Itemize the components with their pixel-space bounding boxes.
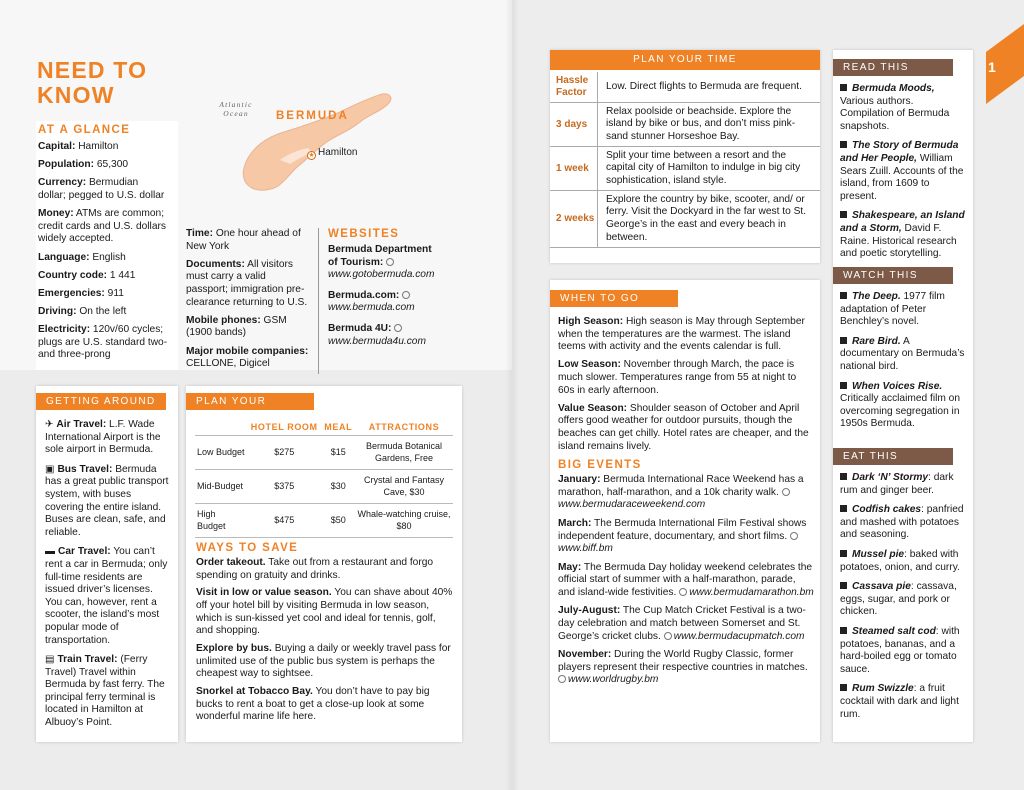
budget-cell: High Budget xyxy=(195,504,247,538)
watch-item-text: 1977 film adaptation of Peter Benchley’s novel. xyxy=(840,291,945,328)
page-title xyxy=(37,58,147,108)
bullet-square-icon xyxy=(840,382,847,389)
event-item xyxy=(558,518,814,556)
watch-this-tag: WATCH THIS xyxy=(833,267,953,284)
budget-header-cell: ATTRACTIONS xyxy=(355,422,453,436)
budget-row xyxy=(195,470,453,504)
glance-second-column xyxy=(186,228,310,376)
bullet-square-icon xyxy=(840,505,847,512)
website-item xyxy=(328,244,440,282)
event-label: May: xyxy=(558,561,582,573)
hamilton-marker-icon: ★ xyxy=(308,152,315,159)
eat-item xyxy=(840,683,966,721)
budget-cell: Crystal and Fantasy Cave, $30 xyxy=(355,470,453,504)
glance-item-label: Capital: xyxy=(38,141,76,152)
websites-section xyxy=(328,228,440,356)
plan-time-label: 3 days xyxy=(550,103,598,146)
ways-to-save-heading: WAYS TO SAVE xyxy=(196,542,299,554)
website-label: Bermuda 4U: xyxy=(328,322,392,334)
car-icon: ▬ xyxy=(45,546,55,558)
glance-item-text: ATMs are common; credit cards and U.S. dollars widely accepted. xyxy=(38,208,166,245)
globe-icon xyxy=(679,588,687,596)
page-number: 1 xyxy=(988,59,996,75)
glance-item-label: Driving: xyxy=(38,306,77,318)
website-url: www.bermuda4u.com xyxy=(328,335,426,347)
title-line-1: NEED TO xyxy=(37,57,148,83)
budget-cell: Whale-watching cruise, $80 xyxy=(355,504,453,538)
glance-item-text: Bermudian dollar; pegged to U.S. dollar xyxy=(38,177,165,201)
budget-header-row xyxy=(195,422,453,436)
glance-item-label: Time: xyxy=(186,228,213,239)
eat-item-title: Codfish cakes xyxy=(852,504,922,516)
glance-item-text: CELLONE, Digicel xyxy=(186,358,270,370)
ways-item-label: Order takeout. xyxy=(196,557,266,568)
plan-time-tag: PLAN YOUR TIME xyxy=(550,50,820,70)
eat-this-list xyxy=(840,472,966,728)
budget-table xyxy=(195,422,453,538)
getting-around-text: Bermuda has a great public transport system, with buses covering the entire island. Buses are clean, safe, and reliable. xyxy=(45,463,169,538)
event-text: The Bermuda International Film Festival shows independent feature, documentary, and short films. xyxy=(558,517,807,542)
glance-item xyxy=(186,228,310,253)
column-divider xyxy=(318,228,319,374)
bullet-square-icon xyxy=(840,627,847,634)
event-item xyxy=(558,649,814,687)
bermuda-island-shape xyxy=(200,90,400,200)
read-item xyxy=(840,83,966,133)
title-line-2: KNOW xyxy=(37,82,115,108)
plan-time-text: Low. Direct flights to Bermuda are frequent. xyxy=(606,80,802,92)
season-item-label: Low Season: xyxy=(558,359,621,371)
season-item-text: Shoulder season of October and April offers good weather for outdoor pursuits, though the beaches can get chilly. Hotel rates are cheaper, and the island remains lively. xyxy=(558,402,809,452)
eat-item xyxy=(840,626,966,676)
map-country-label: BERMUDA xyxy=(276,110,349,122)
season-item-text: High season is May through September when the temperatures are the warmest. The island teems with activity and the events calendar is full. xyxy=(558,316,805,353)
event-label: March: xyxy=(558,517,592,529)
glance-item-text: English xyxy=(89,251,126,263)
event-text: The Cup Match Cricket Festival is a two-day celebration and match between Somerset and St. George’s cricket clubs. xyxy=(558,605,806,642)
glance-item xyxy=(38,159,168,172)
websites-list xyxy=(328,244,440,348)
getting-around-tag: GETTING AROUND xyxy=(36,393,166,410)
read-item-text: David F. Raine. Historical research and poetic storytelling. xyxy=(840,222,957,260)
budget-cell: $15 xyxy=(321,436,355,470)
ways-item-text: You can shave about 40% off your hotel bill by visiting Bermuda in low season, which is sun-kissed yet cool and ideal for tennis, golf, and shopping. xyxy=(196,587,453,637)
glance-item xyxy=(186,346,310,371)
plan-time-label: 2 weeks xyxy=(550,191,598,247)
bullet-square-icon xyxy=(840,84,847,91)
big-events-heading: BIG EVENTS xyxy=(558,459,642,472)
bullet-square-icon xyxy=(840,582,847,589)
glance-item-label: Mobile phones: xyxy=(186,314,261,326)
budget-header-cell: MEAL xyxy=(321,422,355,436)
glance-item-label: Major mobile companies: xyxy=(186,345,309,357)
event-url: www.biff.bm xyxy=(558,543,613,555)
when-to-go-list xyxy=(558,316,814,453)
glance-item-label: Language: xyxy=(38,251,90,263)
season-item-text: November through March, the pace is much slower. Temperatures range from 55 at night to 60s in early afternoon. xyxy=(558,359,797,396)
ways-item xyxy=(196,557,454,582)
bermuda-map xyxy=(200,90,400,200)
read-item xyxy=(840,210,966,260)
map-city-label: Hamilton xyxy=(318,147,358,158)
glance-item-label: Emergencies: xyxy=(38,287,105,299)
bullet-square-icon xyxy=(840,550,847,557)
globe-icon xyxy=(402,291,410,299)
glance-item xyxy=(38,306,168,319)
bullet-square-icon xyxy=(840,141,847,148)
read-item-text: Various authors. Compilation of Bermuda snapshots. xyxy=(840,95,950,132)
at-a-glance-list-continued xyxy=(186,228,310,371)
globe-icon xyxy=(782,488,790,496)
eat-item-text: : baked with potatoes, onion, and curry. xyxy=(840,548,960,573)
ways-item-text: Take out from a restaurant and forgo spending on gratuity and drinks. xyxy=(196,557,434,581)
globe-icon xyxy=(386,258,394,266)
ways-item xyxy=(196,643,454,681)
budget-cell: $30 xyxy=(321,470,355,504)
websites-heading: WEBSITES xyxy=(328,228,400,240)
getting-around-item xyxy=(45,546,169,647)
ways-to-save-section xyxy=(196,542,454,729)
glance-item-text: GSM (1900 bands) xyxy=(186,314,287,339)
plan-time-text: Relax poolside or beachside. Explore the island by bike or bus, and don’t miss pink-sand stunner Horseshoe Bay. xyxy=(606,105,796,142)
website-label: Bermuda Department of Tourism: xyxy=(328,244,432,268)
plan-time-label: 1 week xyxy=(550,147,598,190)
budget-header-cell: HOTEL ROOM xyxy=(247,422,321,436)
bus-icon: ▣ xyxy=(45,463,55,475)
read-this-list xyxy=(840,83,966,268)
bullet-square-icon xyxy=(840,473,847,480)
globe-icon xyxy=(394,324,402,332)
season-item-label: High Season: xyxy=(558,316,624,327)
event-url: www.bermudaraceweekend.com xyxy=(558,499,706,511)
season-item xyxy=(558,403,814,453)
watch-item-title: Rare Bird. xyxy=(852,335,901,347)
glance-item-text: On the left xyxy=(76,306,127,318)
getting-around-text: You can’t rent a car in Bermuda; only full-time residents are issued driver’s licenses. You can, however, rent a scooter, the island’s most popular mode of transportation. xyxy=(45,546,168,646)
eat-item xyxy=(840,581,966,619)
when-to-go-tag: WHEN TO GO xyxy=(550,290,678,307)
eat-item-title: Steamed salt cod xyxy=(852,625,936,637)
plan-time-text: Explore the country by bike, scooter, and/ or ferry. Visit the Dockyard in the far west to St. George’s in the east and every beach in between. xyxy=(606,193,807,243)
eat-item-text: : cassava, eggs, sugar, and pork or chicken. xyxy=(840,581,957,618)
glance-item-text: 911 xyxy=(104,287,124,299)
globe-icon xyxy=(790,532,798,540)
train-icon: ▤ xyxy=(45,654,55,666)
watch-item-text: A documentary on Bermuda’s national bird. xyxy=(840,335,965,372)
eat-item xyxy=(840,504,966,542)
glance-item xyxy=(38,141,168,154)
glance-item-label: Population: xyxy=(38,159,95,171)
plan-time-table xyxy=(550,72,820,248)
glance-item-label: Money: xyxy=(38,208,74,220)
getting-around-text: L.F. Wade International Airport is the sole airport in Bermuda. xyxy=(45,419,161,456)
ways-item-label: Explore by bus. xyxy=(196,642,272,654)
read-item-title: Bermuda Moods, xyxy=(852,83,935,94)
website-label: Bermuda.com: xyxy=(328,289,400,301)
season-item xyxy=(558,359,814,397)
season-item-label: Value Season: xyxy=(558,402,628,414)
budget-cell: Low Budget xyxy=(195,436,247,470)
budget-row xyxy=(195,436,453,470)
event-url: www.bermudamarathon.bm xyxy=(689,586,814,598)
read-item-title: Shakespeare, an Island and a Storm, xyxy=(840,210,965,234)
plan-time-row xyxy=(550,191,820,248)
eat-item-text: : dark rum and ginger beer. xyxy=(840,472,954,496)
glance-item-text: All visitors must carry a valid passport; immigration pre-clearance returning to U.S. xyxy=(186,258,308,308)
plan-time-row xyxy=(550,147,820,191)
event-url: www.worldrugby.bm xyxy=(568,674,659,686)
event-label: January: xyxy=(558,474,601,486)
read-item xyxy=(840,140,966,203)
glance-item xyxy=(38,252,168,265)
glance-item xyxy=(38,324,168,362)
glance-item-label: Documents: xyxy=(186,258,245,270)
getting-around-text: (Ferry Travel) Travel within Bermuda by fast ferry. The principal ferry terminal is located in Hamilton at Albuoy’s Point. xyxy=(45,654,165,729)
eat-item-title: Mussel pie xyxy=(852,548,905,560)
eat-this-tag: EAT THIS xyxy=(833,448,953,465)
book-gutter xyxy=(505,0,519,790)
watch-item-title: The Deep. xyxy=(852,291,901,302)
at-a-glance-section xyxy=(38,124,168,368)
getting-around-label: Car Travel: xyxy=(58,546,111,558)
glance-item xyxy=(38,288,168,301)
when-to-go-section xyxy=(558,316,814,693)
ways-item-label: Visit in low or value season. xyxy=(196,587,332,599)
event-text: The Bermuda Day holiday weekend celebrates the official start of summer with a half-marathon, parade, and island-wide festivities. xyxy=(558,561,813,598)
glance-item-text: 120v/60 cycles; plugs are U.S. standard two- and three-prong xyxy=(38,324,168,361)
website-item xyxy=(328,323,440,348)
glance-item-label: Electricity: xyxy=(38,324,91,336)
watch-item xyxy=(840,291,966,329)
glance-item-text: Hamilton xyxy=(75,141,119,152)
watch-this-list xyxy=(840,291,966,438)
event-item xyxy=(558,474,814,512)
ways-item xyxy=(196,686,454,724)
eat-item-title: Dark ‘N’ Stormy xyxy=(852,472,929,483)
plan-time-row xyxy=(550,103,820,147)
globe-icon xyxy=(664,632,672,640)
bullet-square-icon xyxy=(840,684,847,691)
getting-around-label: Air Travel: xyxy=(56,419,107,430)
website-item xyxy=(328,290,440,315)
season-item xyxy=(558,316,814,354)
eat-item-title: Rum Swizzle xyxy=(852,683,914,695)
budget-cell: Bermuda Botanical Gardens, Free xyxy=(355,436,453,470)
eat-item-text: : a fruit cocktail with dark and light rum. xyxy=(840,683,959,720)
eat-item xyxy=(840,549,966,574)
glance-item-label: Currency: xyxy=(38,177,87,189)
event-url: www.bermudacupmatch.com xyxy=(673,630,805,642)
glance-item xyxy=(186,315,310,340)
glance-item xyxy=(38,270,168,283)
bullet-square-icon xyxy=(840,211,847,218)
big-events-list xyxy=(558,474,814,687)
read-this-tag: READ THIS xyxy=(833,59,953,76)
ways-item-text: You don’t have to pay big bucks to rent a boat to get a close-up look at some wonderful marine life here. xyxy=(196,685,430,723)
watch-item xyxy=(840,336,966,374)
ways-item-label: Snorkel at Tobacco Bay. xyxy=(196,685,313,697)
budget-header-cell xyxy=(195,422,247,436)
watch-item-text: Critically acclaimed film on overcoming segregation in 1950s Bermuda. xyxy=(840,393,961,430)
airplane-icon: ✈ xyxy=(45,419,54,430)
event-label: November: xyxy=(558,649,612,661)
glance-item xyxy=(38,208,168,246)
glance-item-text: One hour ahead of New York xyxy=(186,228,301,252)
getting-around-label: Bus Travel: xyxy=(57,463,113,475)
bullet-square-icon xyxy=(840,337,847,344)
eat-item xyxy=(840,472,966,497)
event-text: During the World Rugby Classic, former players represent their respective countries in matches. xyxy=(558,649,808,673)
watch-item xyxy=(840,381,966,431)
ways-to-save-list xyxy=(196,557,454,724)
budget-row xyxy=(195,504,453,538)
event-text: Bermuda International Race Weekend has a marathon, half-marathon, and a 10k charity walk. xyxy=(558,474,804,498)
budget-cell: $375 xyxy=(247,470,321,504)
getting-around-label: Train Travel: xyxy=(57,654,118,666)
eat-item-title: Cassava pie xyxy=(852,581,911,593)
plan-budget-tag: PLAN YOUR BUDGET xyxy=(186,393,314,410)
budget-cell: Mid-Budget xyxy=(195,470,247,504)
bullet-square-icon xyxy=(840,292,847,299)
getting-around-item xyxy=(45,654,169,730)
glance-item xyxy=(186,259,310,309)
watch-item-title: When Voices Rise. xyxy=(852,380,943,392)
getting-around-list xyxy=(45,419,169,737)
globe-icon xyxy=(558,675,566,683)
event-item xyxy=(558,605,814,643)
budget-cell: $50 xyxy=(321,504,355,538)
at-a-glance-list xyxy=(38,141,168,362)
ways-item xyxy=(196,587,454,637)
eat-item-text: : with potatoes, bananas, and a hard-boiled egg or tomato sauce. xyxy=(840,625,960,675)
getting-around-item xyxy=(45,464,169,540)
event-item xyxy=(558,562,814,600)
read-item-text: William Sears Zuill. Accounts of the island, from 1609 to present. xyxy=(840,152,964,202)
budget-cell: $275 xyxy=(247,436,321,470)
glance-item-label: Country code: xyxy=(38,269,108,281)
plan-time-row xyxy=(550,72,820,103)
getting-around-item xyxy=(45,419,169,457)
at-a-glance-heading: AT A GLANCE xyxy=(38,124,131,136)
plan-time-text: Split your time between a resort and the capital city of Hamilton to indulge in big city sophistication, island style. xyxy=(606,149,801,186)
glance-item-text: 1 441 xyxy=(107,269,136,281)
eat-item-text: : panfried and mashed with potatoes and seasoning. xyxy=(840,504,964,541)
website-url: www.bermuda.com xyxy=(328,302,415,314)
plan-time-label: Hassle Factor xyxy=(550,72,598,102)
website-url: www.gotobermuda.com xyxy=(328,269,435,281)
read-item-title: The Story of Bermuda and Her People, xyxy=(840,140,959,164)
event-label: July-August: xyxy=(558,605,621,617)
map-ocean-label: Atlantic Ocean xyxy=(219,100,253,118)
ways-item-text: Buying a daily or weekly travel pass for unlimited use of the public bus system is perhaps the cheapest way to sightsee. xyxy=(196,642,451,680)
glance-item-text: 65,300 xyxy=(94,159,129,171)
budget-cell: $475 xyxy=(247,504,321,538)
glance-item xyxy=(38,177,168,202)
